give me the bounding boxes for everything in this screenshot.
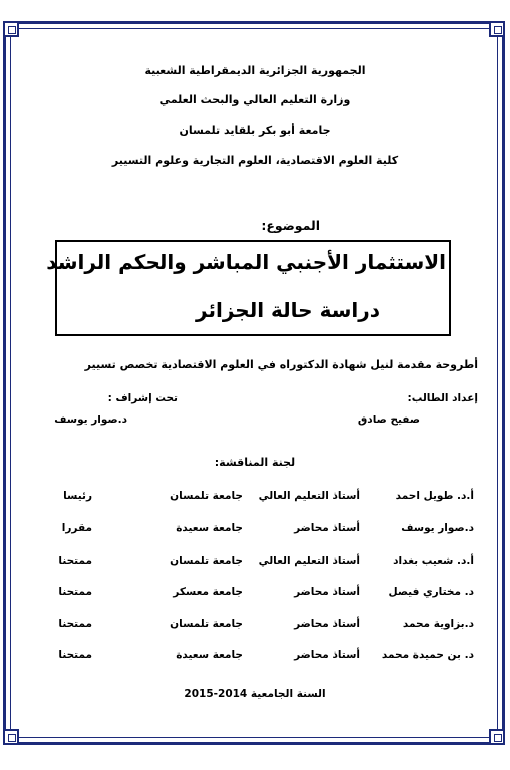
member-rank: أستاذ التعليم العالي <box>258 555 360 567</box>
university-name: جامعة أبو بكر بلقايد تلمسان <box>179 124 331 137</box>
corner-ornament-top-left <box>3 21 19 37</box>
member-name: د.بزاوية محمد <box>402 618 474 630</box>
student-name: صفيح صادق <box>357 414 420 426</box>
academic-year: السنة الجامعية 2014-2015 <box>184 688 326 700</box>
member-rank: أستاذ التعليم العالي <box>258 490 360 502</box>
member-role: ممتحنا <box>58 618 92 630</box>
member-university: جامعة سعيدة <box>176 649 243 661</box>
member-role: ممتحنا <box>58 649 92 661</box>
supervisor-name: د.صوار يوسف <box>54 414 127 426</box>
member-role: مقررا <box>61 522 92 534</box>
member-role: رئيسا <box>63 490 92 502</box>
corner-ornament-bottom-right <box>489 729 505 745</box>
member-rank: أستاذ محاضر <box>294 522 360 534</box>
member-university: جامعة تلمسان <box>170 618 243 630</box>
subject-label: الموضوع: <box>261 218 320 233</box>
member-role: ممتحنا <box>58 586 92 598</box>
member-university: جامعة تلمسان <box>170 490 243 502</box>
corner-ornament-bottom-left <box>3 729 19 745</box>
member-role: ممتحنا <box>58 555 92 567</box>
member-name: أ.د. شعيب بغداد <box>393 555 474 567</box>
committee-row <box>30 649 480 667</box>
member-rank: أستاذ محاضر <box>294 618 360 630</box>
committee-title: لجنة المناقشة: <box>214 456 296 469</box>
republic-name: الجمهورية الجزائرية الديمقراطية الشعبية <box>144 64 366 77</box>
student-label: إعداد الطالب: <box>407 392 478 404</box>
faculty-name: كلية العلوم الاقتصادية، العلوم التجارية وعلوم التسيير <box>111 154 399 167</box>
member-university: جامعة تلمسان <box>170 555 243 567</box>
member-rank: أستاذ محاضر <box>294 649 360 661</box>
thesis-subtitle: دراسة حالة الجزائر <box>196 298 380 322</box>
committee-row <box>30 586 480 604</box>
member-name: د.صوار يوسف <box>401 522 474 534</box>
committee-row <box>30 522 480 540</box>
supervisor-label: تحت إشراف : <box>107 392 178 404</box>
member-rank: أستاذ محاضر <box>294 586 360 598</box>
member-name: د. بن حميدة محمد <box>381 649 474 661</box>
thesis-statement: أطروحة مقدمة لنيل شهادة الدكتوراه في العلوم الاقتصادية تخصص تسيير <box>84 358 478 371</box>
member-university: جامعة سعيدة <box>176 522 243 534</box>
committee-row <box>30 555 480 573</box>
thesis-title: الاستثمار الأجنبي المباشر والحكم الراشد <box>46 250 446 274</box>
member-university: جامعة معسكر <box>173 586 243 598</box>
committee-row <box>30 490 480 508</box>
member-name: أ.د. طويل احمد <box>395 490 474 502</box>
committee-row <box>30 618 480 636</box>
corner-ornament-top-right <box>489 21 505 37</box>
ministry-name: وزارة التعليم العالي والبحث العلمي <box>159 93 351 106</box>
member-name: د. مختاري فيصل <box>388 586 474 598</box>
